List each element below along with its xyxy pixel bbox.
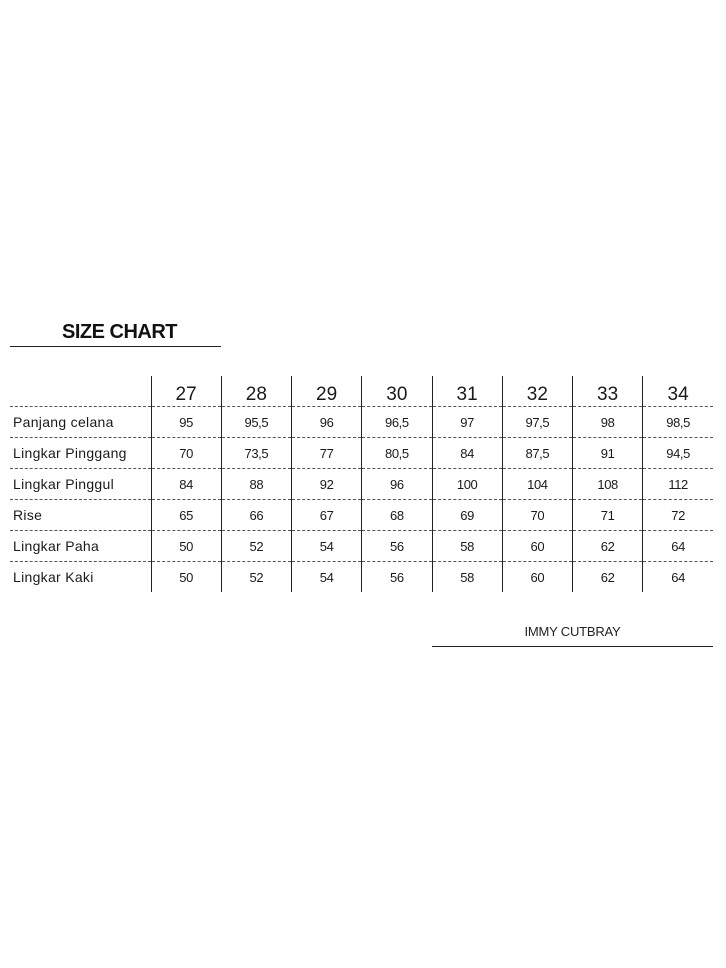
table-cell: 80,5 <box>362 438 432 469</box>
table-cell: 92 <box>292 469 362 500</box>
table-cell: 64 <box>643 562 713 593</box>
table-cell: 84 <box>151 469 221 500</box>
size-chart-title: SIZE CHART <box>62 321 177 343</box>
row-label: Lingkar Pinggang <box>10 438 151 469</box>
table-cell: 68 <box>362 500 432 531</box>
table-cell: 71 <box>573 500 643 531</box>
table-cell: 95 <box>151 407 221 438</box>
product-name-underline <box>432 646 713 647</box>
table-cell: 112 <box>643 469 713 500</box>
row-label: Lingkar Pinggul <box>10 469 151 500</box>
table-cell: 60 <box>502 562 572 593</box>
size-header: 32 <box>502 376 572 407</box>
size-header: 27 <box>151 376 221 407</box>
table-cell: 70 <box>151 438 221 469</box>
table-cell: 54 <box>292 531 362 562</box>
table-cell: 62 <box>573 562 643 593</box>
size-header: 33 <box>573 376 643 407</box>
table-row <box>10 438 713 469</box>
table-cell: 97,5 <box>502 407 572 438</box>
size-header: 29 <box>292 376 362 407</box>
table-row <box>10 500 713 531</box>
table-cell: 56 <box>362 562 432 593</box>
table-cell: 96 <box>362 469 432 500</box>
table-cell: 104 <box>502 469 572 500</box>
table-row <box>10 562 713 593</box>
row-label: Lingkar Kaki <box>13 569 94 585</box>
size-chart-table <box>10 376 713 592</box>
row-label: Lingkar Paha <box>10 531 151 562</box>
table-cell: 62 <box>573 531 643 562</box>
table-row <box>10 531 713 562</box>
table-cell: 69 <box>432 500 502 531</box>
table-cell: 91 <box>573 438 643 469</box>
table-cell: 98,5 <box>643 407 713 438</box>
table-cell: 52 <box>221 531 291 562</box>
table-cell: 94,5 <box>643 438 713 469</box>
size-header: 34 <box>643 376 713 407</box>
table-cell: 108 <box>573 469 643 500</box>
table-cell: 56 <box>362 531 432 562</box>
table-cell: 54 <box>292 562 362 593</box>
row-label: Panjang celana <box>10 407 151 438</box>
table-cell: 96 <box>292 407 362 438</box>
table-cell: 97 <box>432 407 502 438</box>
table-cell: 77 <box>292 438 362 469</box>
table-cell: 95,5 <box>221 407 291 438</box>
table-cell: 96,5 <box>362 407 432 438</box>
table-cell: 58 <box>432 531 502 562</box>
table-cell: 73,5 <box>221 438 291 469</box>
table-cell: 84 <box>432 438 502 469</box>
table-cell: 50 <box>151 531 221 562</box>
table-cell: 70 <box>502 500 572 531</box>
table-cell: 60 <box>502 531 572 562</box>
table-cell: 87,5 <box>502 438 572 469</box>
size-header-row <box>10 376 713 407</box>
table-cell: 65 <box>151 500 221 531</box>
size-header: 28 <box>221 376 291 407</box>
table-cell: 72 <box>643 500 713 531</box>
table-cell: 50 <box>151 562 221 593</box>
table-cell: 66 <box>221 500 291 531</box>
product-name: IMMY CUTBRAY <box>524 624 621 639</box>
row-label: Rise <box>10 500 151 531</box>
table-cell: 67 <box>292 500 362 531</box>
size-header: 31 <box>432 376 502 407</box>
table-row <box>10 407 713 438</box>
table-cell: 98 <box>573 407 643 438</box>
header-corner <box>10 376 151 407</box>
table-cell: 64 <box>643 531 713 562</box>
title-underline <box>10 346 221 347</box>
table-cell: 58 <box>432 562 502 593</box>
table-cell: 52 <box>221 562 291 593</box>
table-cell: 88 <box>221 469 291 500</box>
table-row <box>10 469 713 500</box>
size-header: 30 <box>362 376 432 407</box>
table-cell: 100 <box>432 469 502 500</box>
